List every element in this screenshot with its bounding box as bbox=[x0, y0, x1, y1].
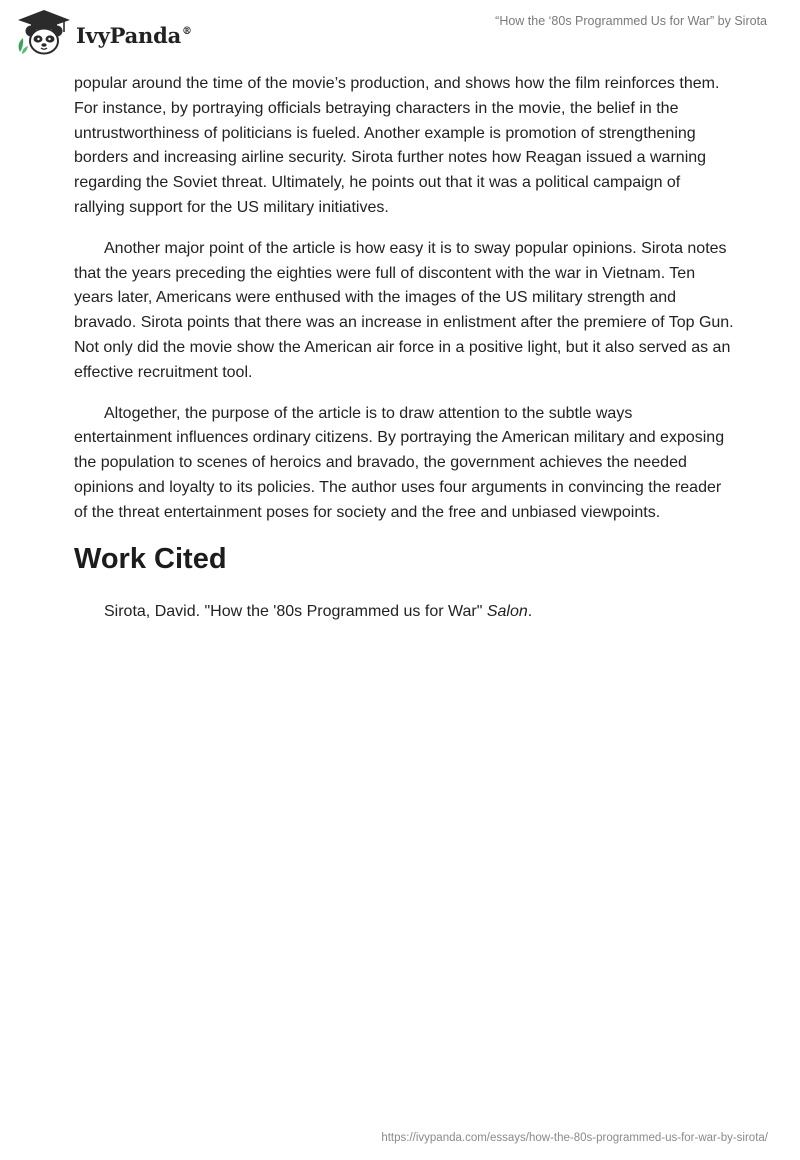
essay-paragraph: Altogether, the purpose of the article is to draw attention to the subtle ways entertainment influences ordinary citizens. By portraying the American military and exposing the population to scenes of heroics and bravado, the government achieves the needed opinions and loyalty to its policies. The author uses four arguments in convincing the reader of the threat entertainment poses for society and the free and unbiased viewpoints. bbox=[74, 404, 725, 521]
citation-entry bbox=[74, 600, 734, 624]
footer-url-link[interactable]: https://ivypanda.com/essays/how-the-80s-programmed-us-for-war-by-sirota/ bbox=[381, 1132, 768, 1144]
essay-content bbox=[74, 72, 734, 624]
essay-paragraph: popular around the time of the movie’s production, and shows how the film reinforces them. For instance, by portraying officials betraying characters in the movie, the belief in the untrustworthiness of politicians is fueled. Another example is promotion of strengthening borders and increasing airline security. Sirota further notes how Reagan issued a warning regarding the Soviet threat. Ultimately, he points out that it was a political campaign of rallying support for the US military initiatives. bbox=[74, 75, 720, 216]
essay-paragraph: Another major point of the article is how easy it is to sway popular opinions. Sirota notes that the years preceding the eighties were full of discontent with the war in Vietnam. Ten years later, Americans were enthused with the images of the US military strength and bravado. Sirota points that there was an increase in enlistment after the premiere of Top Gun. Not only did the movie show the American air force in a positive light, but it also served as an effective recruitment tool. bbox=[74, 239, 734, 381]
citation-text: Sirota, David. "How the '80s Programmed us for War" bbox=[104, 602, 487, 620]
works-cited-heading: Work Cited bbox=[74, 542, 227, 575]
citation-end: . bbox=[527, 602, 533, 620]
brand-name: IvyPanda® bbox=[76, 22, 192, 48]
document-title: “How the ‘80s Programmed Us for War” by Sirota bbox=[495, 14, 767, 28]
page-header bbox=[0, 0, 800, 70]
citation-source: Salon bbox=[486, 602, 528, 620]
panda-graduate-icon bbox=[14, 8, 74, 58]
registered-mark: ® bbox=[182, 25, 192, 37]
ivypanda-logo[interactable] bbox=[14, 8, 192, 58]
